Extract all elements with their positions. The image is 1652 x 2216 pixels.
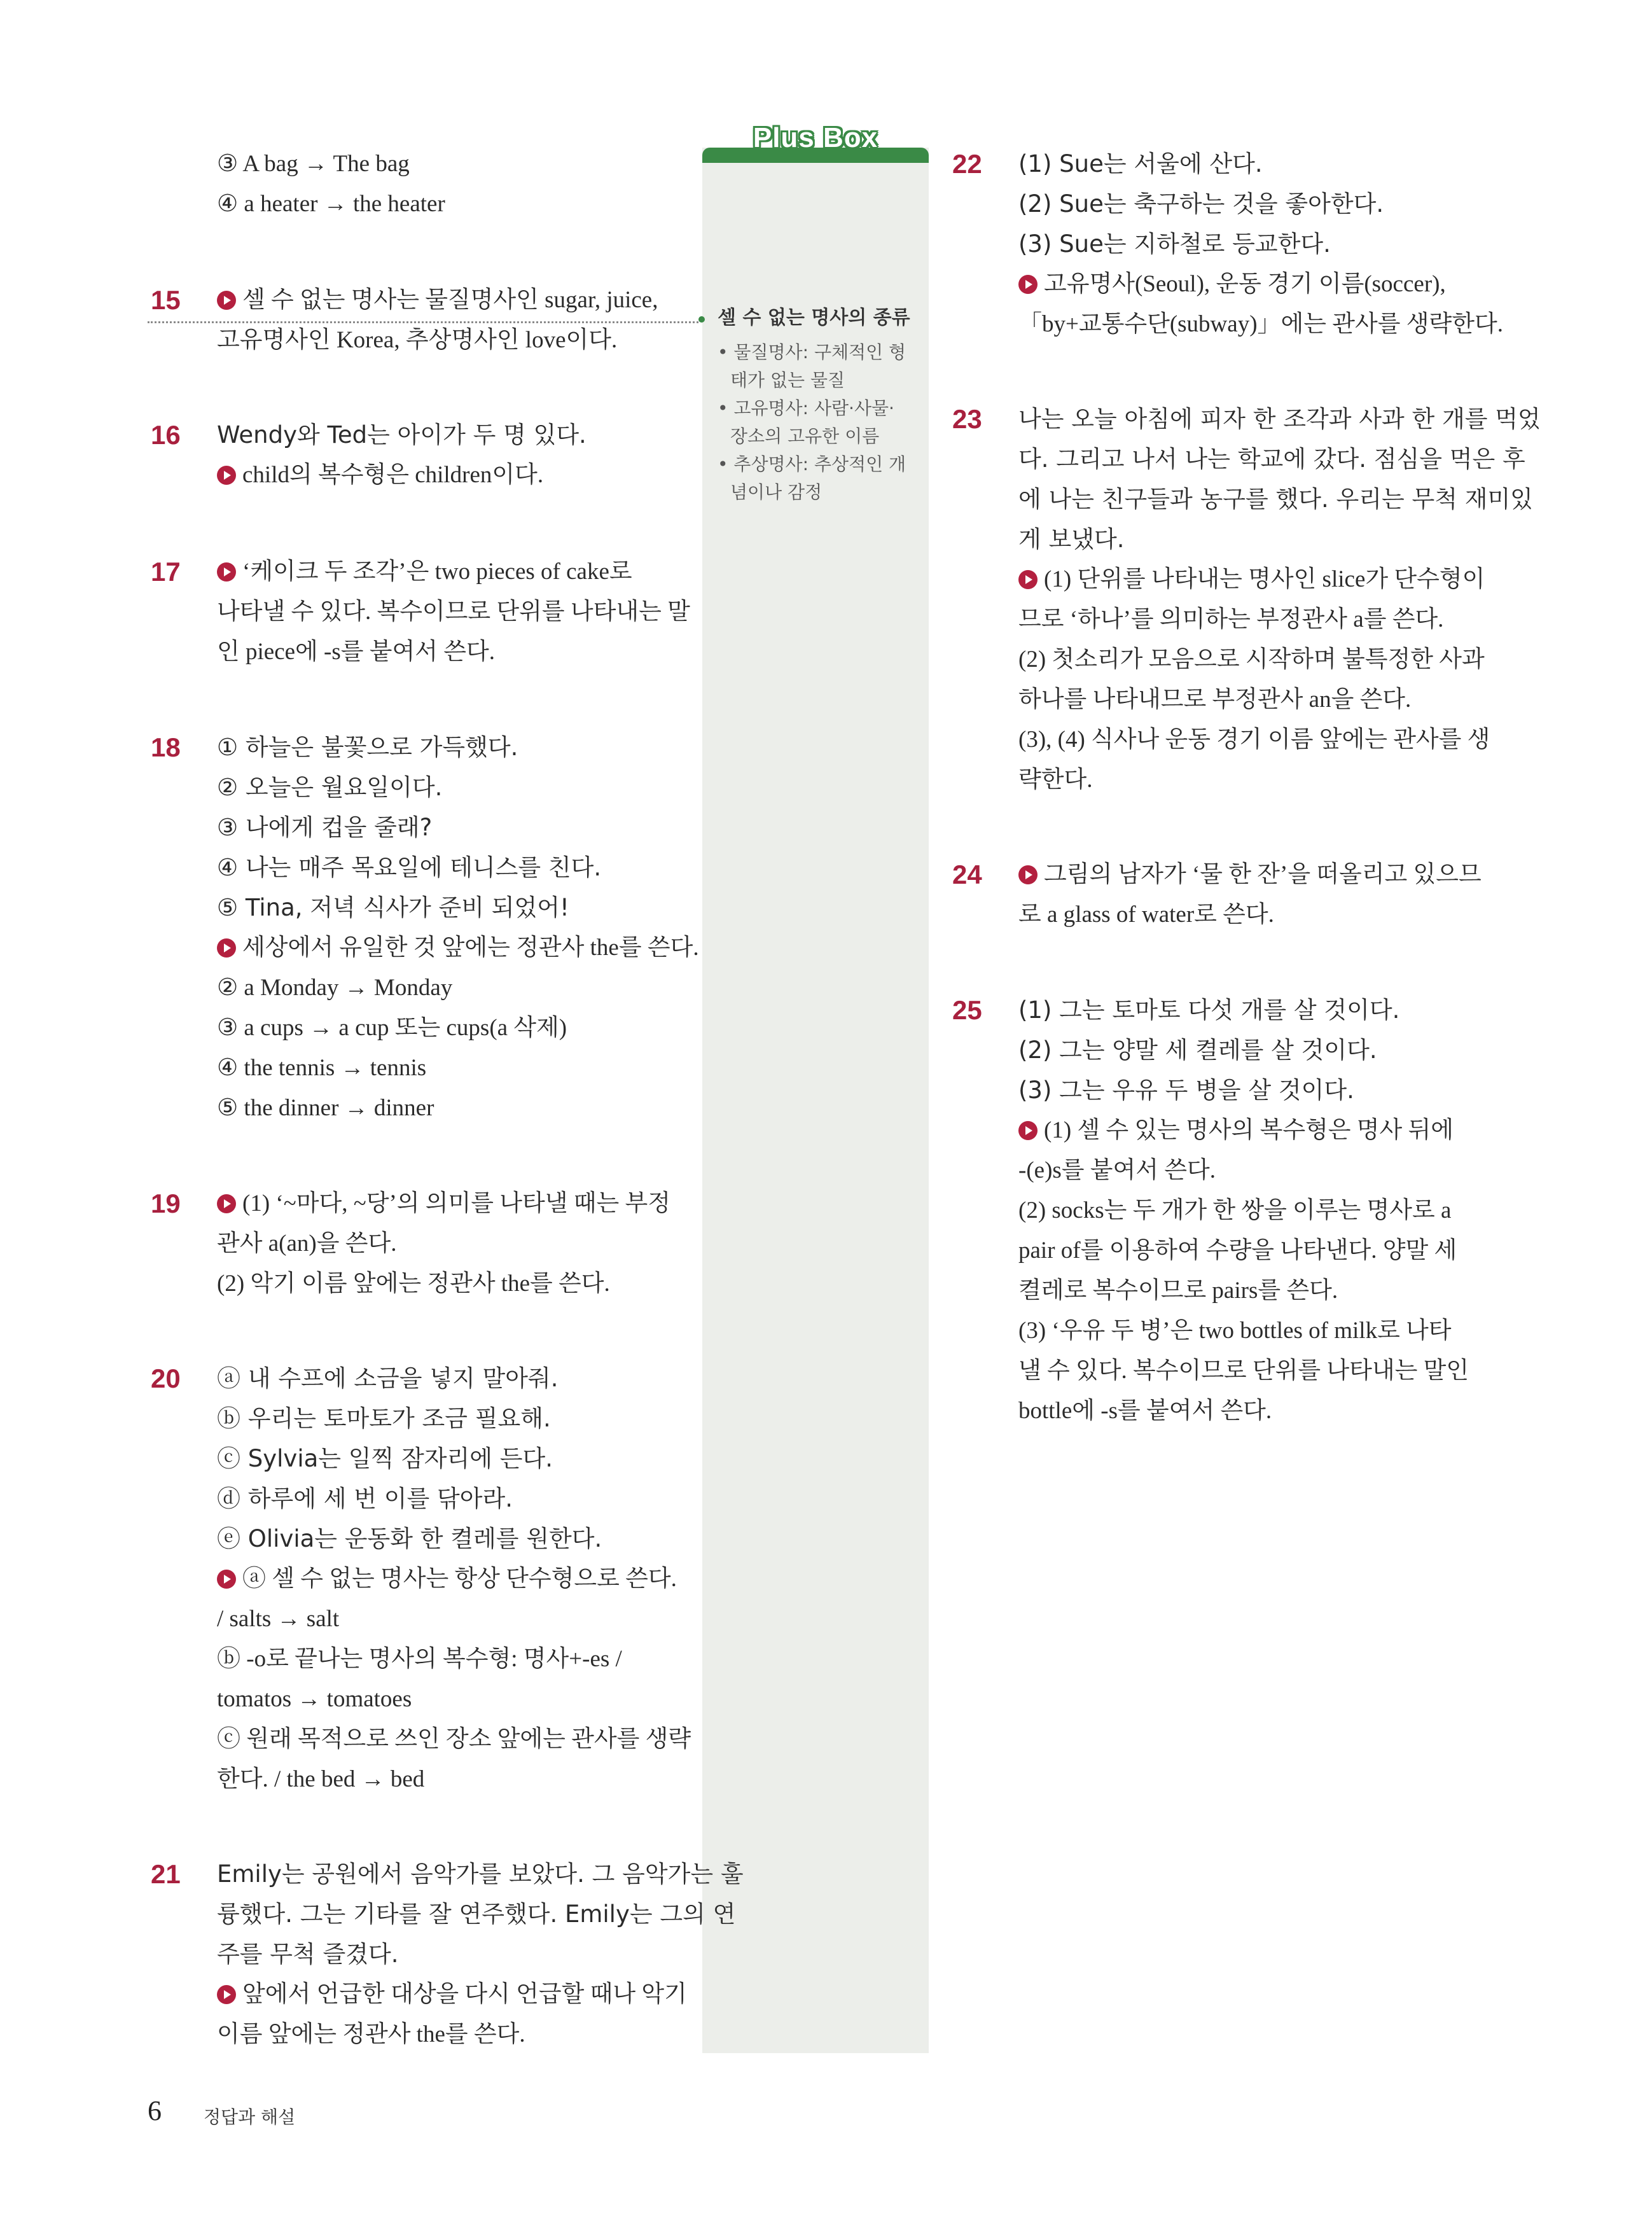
explanation-line: tomatos → tomatoes [217,1686,412,1712]
translation-line: ④ 나는 매주 목요일에 테니스를 친다. [217,854,602,881]
translation-line: ⓔ Olivia는 운동화 한 켤레를 원한다. [217,1525,602,1552]
translation-line: 륭했다. 그는 기타를 잘 연주했다. Emily는 그의 연 [217,1900,736,1928]
explanation-line: 앞에서 언급한 대상을 다시 언급할 때나 악기 [217,1974,687,2014]
translation-line: ⓓ 하루에 세 번 이를 닦아라. [217,1485,513,1512]
explanation-line: (1) 셀 수 있는 명사의 복수형은 명사 뒤에 [1018,1110,1454,1150]
explanation-line: (1) ‘~마다, ~당’의 의미를 나타낼 때는 부정 [217,1183,670,1223]
answer-line: ④ the tennis → tennis [217,1055,427,1081]
explanation-line: ⓐ 셀 수 없는 명사는 항상 단수형으로 쓴다. [217,1559,677,1599]
answer-line: ③ a cups → a cup 또는 cups(a 삭제) [217,1015,567,1041]
explanation-line: bottle에 -s를 붙여서 쓴다. [1018,1398,1272,1424]
question-number: 17 [151,557,181,587]
explanation-line: 므로 ‘하나’를 의미하는 부정관사 a를 쓴다. [1018,606,1444,632]
answer-line: ② a Monday → Monday [217,975,453,1001]
question-number: 19 [151,1188,181,1218]
question-number: 23 [952,404,982,434]
translation-line: (2) Sue는 축구하는 것을 좋아한다. [1018,190,1384,218]
plus-box-heading: 셀 수 없는 명사의 종류 [718,307,910,329]
plus-box-line: 념이나 감정 [730,482,823,503]
question-number: 22 [952,149,982,179]
plus-box-line: • 고유명사: 사람·사물· [718,398,894,419]
explanation-line: / salts → salt [217,1606,340,1632]
translation-line: (1) Sue는 서울에 산다. [1018,150,1263,178]
explanation-line: 그림의 남자가 ‘물 한 잔’을 떠올리고 있으므 [1018,854,1482,895]
translation-line: (3) Sue는 지하철로 등교한다. [1018,230,1331,258]
translation-line: (1) 그는 토마토 다섯 개를 살 것이다. [1018,996,1400,1024]
explanation-arrow-icon [217,1985,236,2004]
explanation-line: ⓒ 원래 목적으로 쓰인 장소 앞에는 관사를 생략 [217,1726,691,1752]
translation-line: ⓑ 우리는 토마토가 조금 필요해. [217,1405,551,1432]
explanation-line: -(e)s를 붙여서 쓴다. [1018,1157,1216,1183]
translation-line: 나는 오늘 아침에 피자 한 조각과 사과 한 개를 먹었 [1018,405,1541,433]
question-number: 21 [151,1859,181,1889]
explanation-arrow-icon [1018,865,1038,884]
explanation-arrow-icon [217,1570,236,1589]
explanation-arrow-icon [217,1194,236,1213]
question-number: 24 [952,860,982,889]
explanation-arrow-icon [217,466,236,485]
explanation-line: pair of를 이용하여 수량을 나타낸다. 양말 세 [1018,1237,1457,1264]
translation-line: 다. 그리고 나서 나는 학교에 갔다. 점심을 먹은 후 [1018,445,1525,473]
explanation-arrow-icon [217,562,236,582]
explanation-arrow-icon [217,291,236,310]
answer-line: ④ a heater → the heater [217,191,445,217]
explanation-line: 관사 a(an)을 쓴다. [217,1230,397,1257]
explanation-line: 고유명사(Seoul), 운동 경기 이름(soccer), [1018,264,1446,304]
explanation-line: (2) 악기 이름 앞에는 정관사 the를 쓴다. [217,1271,610,1297]
explanation-line: ⓑ -o로 끝나는 명사의 복수형: 명사+-es / [217,1646,622,1672]
explanation-line: 한다. / the bed → bed [217,1766,425,1792]
translation-line: (2) 그는 양말 세 켤레를 살 것이다. [1018,1036,1377,1064]
explanation-line: (3), (4) 식사나 운동 경기 이름 앞에는 관사를 생 [1018,727,1490,753]
question-number: 25 [952,995,982,1025]
explanation-line: 고유명사인 Korea, 추상명사인 love이다. [217,327,618,353]
plus-box-line: 태가 없는 물질 [730,370,845,391]
explanation-line: 하나를 나타내므로 부정관사 an을 쓴다. [1018,686,1412,713]
plus-box-line: 장소의 고유한 이름 [730,426,880,447]
explanation-arrow-icon [1018,1121,1038,1140]
translation-line: ① 하늘은 불꽃으로 가득했다. [217,734,518,761]
explanation-line: (1) 단위를 나타내는 명사인 slice가 단수형이 [1018,559,1485,599]
explanation-line: (3) ‘우유 두 병’은 two bottles of milk로 나타 [1018,1318,1452,1344]
explanation-arrow-icon [217,938,236,958]
explanation-arrow-icon [1018,570,1038,589]
translation-line: 주를 무척 즐겼다. [217,1941,399,1968]
translation-line: ⓐ 내 수프에 소금을 넣지 말아줘. [217,1365,559,1392]
explanation-line: (2) socks는 두 개가 한 쌍을 이루는 명사로 a [1018,1197,1452,1223]
explanation-line: 로 a glass of water로 쓴다. [1018,902,1274,928]
translation-line: ③ 나에게 컵을 줄래? [217,814,433,841]
question-number: 16 [151,420,181,450]
explanation-line: 켤레로 복수이므로 pairs를 쓴다. [1018,1278,1338,1304]
explanation-line: 「by+교통수단(subway)」에는 관사를 생략한다. [1018,311,1503,337]
question-number: 15 [151,285,181,315]
translation-line: Emily는 공원에서 음악가를 보았다. 그 음악가는 훌 [217,1860,744,1888]
explanation-line: 세상에서 유일한 것 앞에는 정관사 the를 쓴다. [217,928,699,968]
plus-box-line: • 물질명사: 구체적인 형 [718,342,906,363]
explanation-line: 략한다. [1018,767,1093,793]
page-number: 6 [148,2095,162,2126]
explanation-line: 낼 수 있다. 복수이므로 단위를 나타내는 말인 [1018,1358,1469,1384]
explanation-line: child의 복수형은 children이다. [217,455,543,495]
answer-line: ③ A bag → The bag [217,151,410,177]
explanation-line: 셀 수 없는 명사는 물질명사인 sugar, juice, [217,280,658,320]
plus-box-bullet-icon [698,316,705,323]
question-number: 18 [151,732,181,762]
translation-line: ⓒ Sylvia는 일찍 잠자리에 든다. [217,1445,553,1472]
explanation-arrow-icon [1018,275,1038,294]
explanation-line: 나타낼 수 있다. 복수이므로 단위를 나타내는 말 [217,599,690,625]
translation-line: 게 보냈다. [1018,526,1125,553]
explanation-line: 인 piece에 -s를 붙여서 쓴다. [217,639,495,665]
explanation-line: 이름 앞에는 정관사 the를 쓴다. [217,2021,525,2047]
question-number: 20 [151,1363,181,1393]
translation-line: (3) 그는 우유 두 병을 살 것이다. [1018,1077,1354,1104]
translation-line: Wendy와 Ted는 아이가 두 명 있다. [217,421,587,449]
plus-box-line: • 추상명사: 추상적인 개 [718,454,906,475]
explanation-line: (2) 첫소리가 모음으로 시작하며 불특정한 사과 [1018,646,1485,672]
footer-label: 정답과 해설 [204,2107,296,2128]
plus-box-title: Plus Box [753,122,878,153]
translation-line: ⑤ Tina, 저녁 식사가 준비 되었어! [217,894,569,921]
translation-line: ② 오늘은 월요일이다. [217,774,443,801]
explanation-line: ‘케이크 두 조각’은 two pieces of cake로 [217,552,632,592]
answer-line: ⑤ the dinner → dinner [217,1095,434,1121]
translation-line: 에 나는 친구들과 농구를 했다. 우리는 무척 재미있 [1018,485,1533,513]
